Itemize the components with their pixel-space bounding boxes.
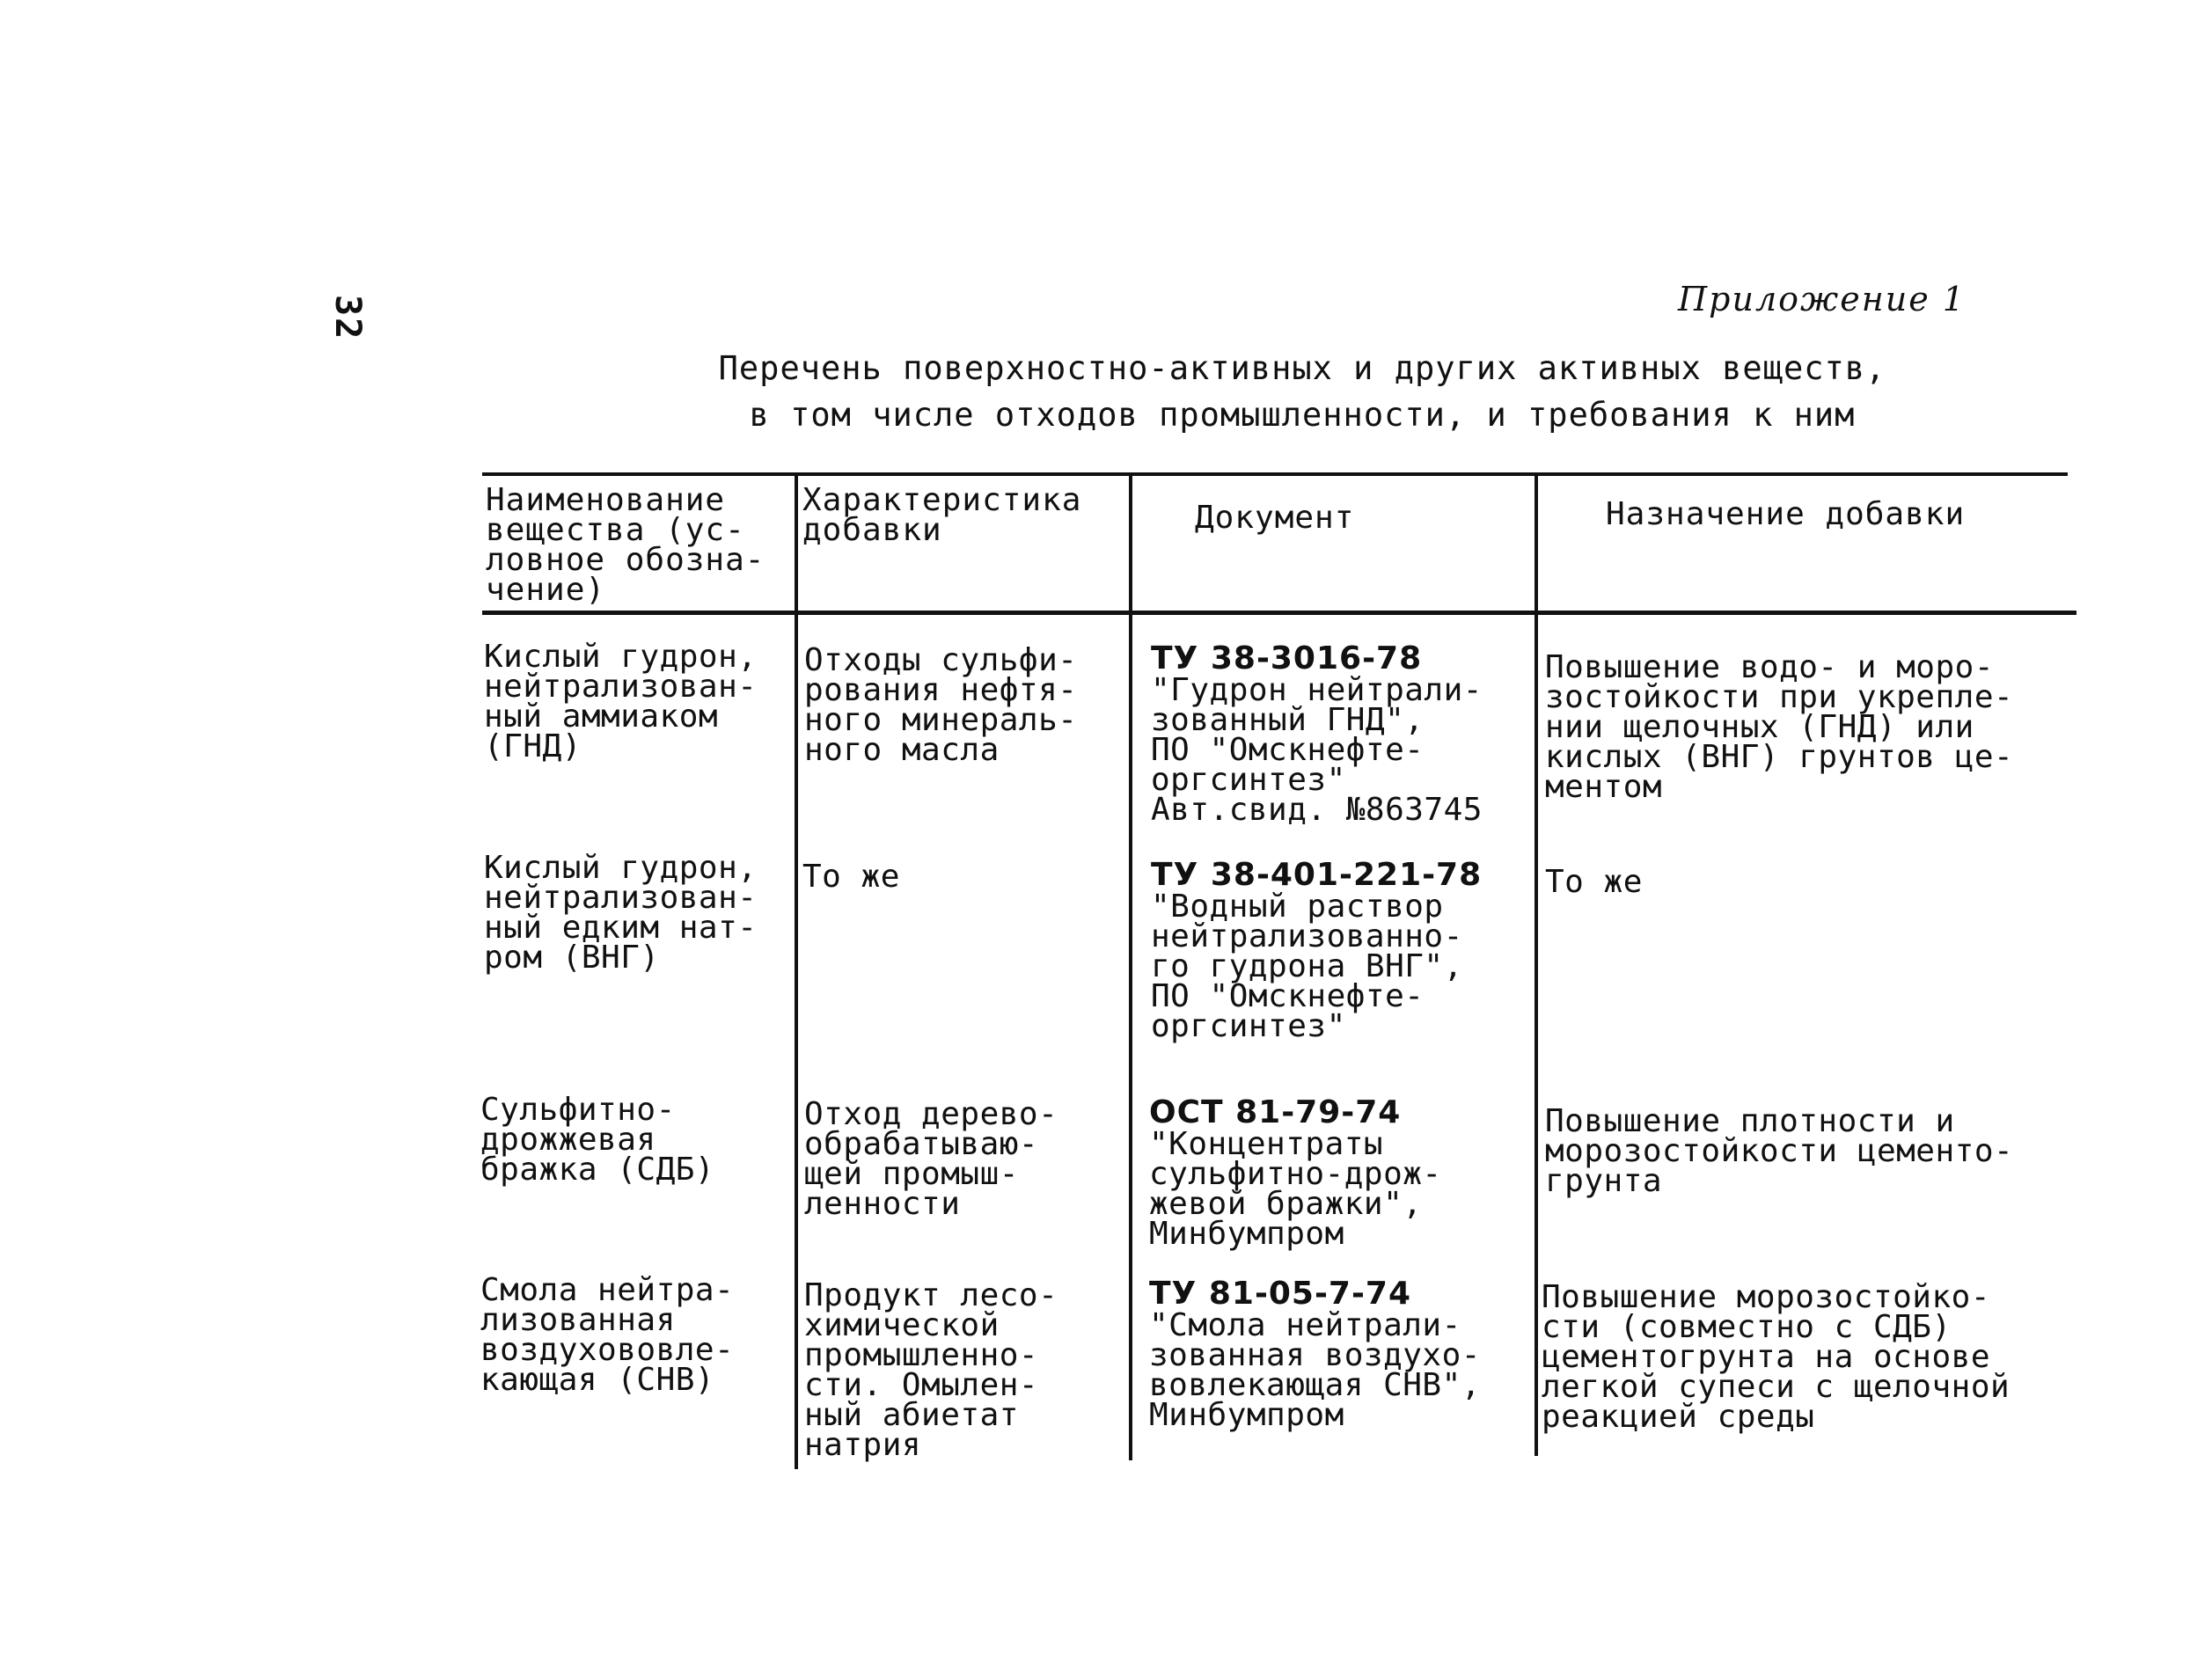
title-line-1: Перечень поверхностно-активных и других активных веществ, (718, 349, 1886, 387)
row-4-doc-number: ТУ 81-05-7-74 (1149, 1276, 1412, 1312)
row-3-doc-text: "Концентраты сульфитно-дрож- жевой бражки", Минбумпром (1149, 1126, 1442, 1252)
row-3-characteristic: Отход дерево- обрабатываю- щей промыш- ленности (804, 1096, 1058, 1222)
row-4-name: Смола нейтра- лизованная воздухововле- кающая (СНВ) (480, 1272, 735, 1398)
row-1-doc-text: "Гудрон нейтрали- зованный ГНД", ПО "Омскнефте- оргсинтез" Авт.свид. №863745 (1151, 672, 1483, 828)
row-1-characteristic: Отходы сульфи- рования нефтя- ного минераль- ного масла (804, 642, 1078, 768)
table-header-rule (482, 611, 2076, 615)
column-divider-3 (1534, 475, 1538, 1456)
row-2-purpose: То же (1545, 864, 1643, 900)
row-2-name: Кислый гудрон, нейтрализован- ный едким нат- ром (ВНГ) (484, 850, 758, 976)
row-2-doc-text: "Водный раствор нейтрализованно- го гудрона ВНГ", ПО "Омскнефте- оргсинтез" (1151, 889, 1463, 1044)
column-divider-2 (1129, 475, 1132, 1460)
row-2-characteristic: То же (802, 859, 900, 895)
row-1-doc-number: ТУ 38-3016-78 (1151, 640, 1423, 677)
row-3-name: Сульфитно- дрожжевая бражка (СДБ) (480, 1092, 715, 1188)
column-divider-1 (795, 475, 798, 1469)
row-1-purpose: Повышение водо- и моро- зостойкости при укрепле- нии щелочных (ГНД) или кислых (ВНГ) грунтов це- ментом (1545, 649, 2014, 805)
row-2-doc-number: ТУ 38-401-221-78 (1151, 857, 1483, 893)
header-characteristic: Характеристика добавки (802, 482, 1082, 548)
row-4-characteristic: Продукт лесо- химической промышленно- сти. Омылен- ный абиетат натрия (804, 1277, 1058, 1463)
row-4-doc-text: "Смола нейтрали- зованная воздухо- вовлекающая СНВ", Минбумпром (1149, 1307, 1481, 1433)
header-purpose: Назначение добавки (1606, 496, 1966, 532)
header-document: Документ (1195, 500, 1355, 536)
row-3-doc-number: ОСТ 81-79-74 (1149, 1094, 1402, 1130)
title-line-2: в том числе отходов промышленности, и требования к ним (749, 396, 1856, 434)
table-top-rule (482, 472, 2068, 476)
header-name: Наименование вещества (ус- ловное обозна- чение) (486, 482, 765, 608)
row-3-purpose: Повышение плотности и морозостойкости цементо- грунта (1545, 1103, 2014, 1199)
appendix-label: Приложение 1 (1678, 280, 1966, 318)
document-title (528, 345, 2076, 438)
row-4-purpose: Повышение морозостойко- сти (совместно с СДБ) цементогрунта на основе легкой супеси с щелочной реакцией среды (1542, 1279, 2011, 1435)
row-1-name: Кислый гудрон, нейтрализован- ный аммиаком (ГНД) (484, 639, 758, 764)
page-number: 32 (327, 295, 368, 341)
